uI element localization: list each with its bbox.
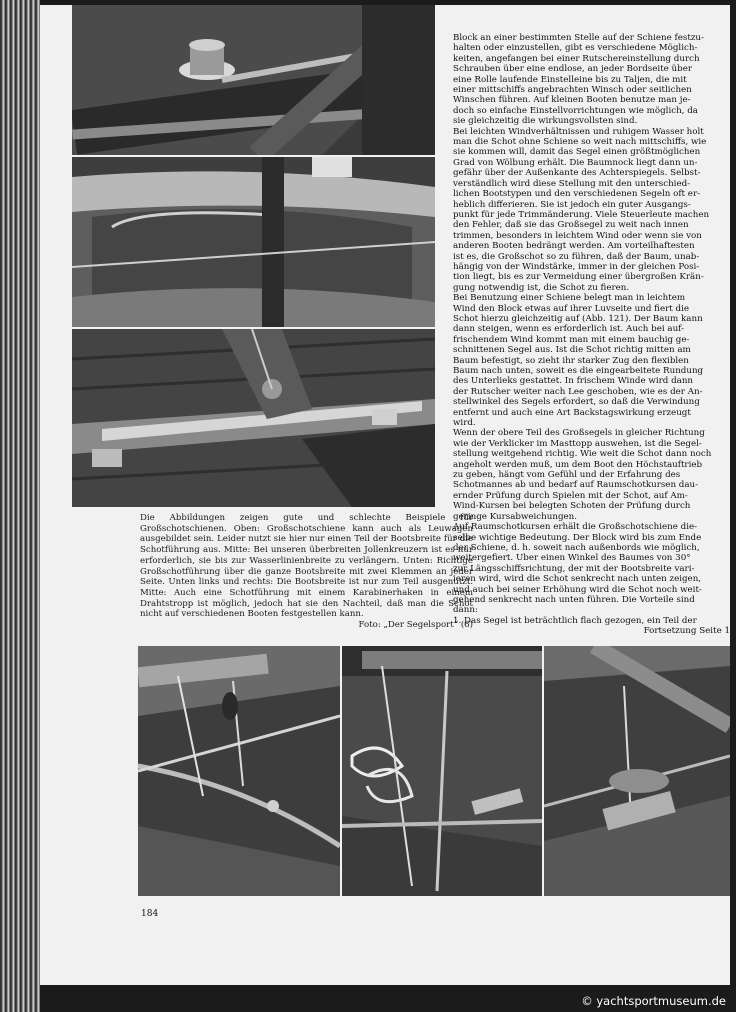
text-line: doch so einfache Einstellvorrichtungen wie möglich, da [453,105,698,116]
text-line: schnittenen Segel aus. Ist die Schot richtig mitten am [453,345,691,356]
text-line: keiten, angefangen bei einer Rutschereinstellung durch [453,53,700,64]
page-number: 184 [141,909,159,919]
text-line: anderen Booten bedrängt werden. Am vorteilhaftesten [453,241,695,252]
text-line: sie kommen will, damit das Segel einen größtmöglichen [453,147,701,158]
photo-bottom-right [544,646,730,896]
photo-bottom-middle [342,646,542,896]
text-line: der Rutscher weiter nach Lee geschoben, wie es der An- [453,386,703,397]
text-line: hängig von der Windstärke, immer in der gleichen Posi- [453,261,700,272]
text-line: und auch bei seiner Erhöhung wird die Schot noch weit- [453,584,702,595]
text-line: verständlich wird diese Stellung mit den unterschied- [453,178,691,189]
text-line: Wind-Kursen bei belegten Schoten der Prüfung durch [453,501,691,512]
text-line: Schot hierzu gleichzeitig auf (Abb. 121). Der Baum kann [453,313,703,324]
text-line: gung notwendig ist, die Schot zu fieren. [453,282,630,293]
text-line: Schrauben über eine endlose, an jeder Bordseite über [453,64,692,75]
text-line: gefähr über der Außenkante des Achterspiegels. Selbst- [453,168,701,179]
book-page [40,5,730,985]
text-line: zu geben, hängt vom Gefühl und der Erfahrung des [453,470,681,481]
text-line: wird. [453,418,476,429]
text-line: dann steigen, wenn es erforderlich ist. Auch bei auf- [453,324,684,335]
photo-credit: Foto: „Der Segelsport“ (6) [358,620,473,631]
text-line: Bei leichten Windverhältnissen und ruhigem Wasser holt [453,126,704,137]
text-line: tion liegt, bis es zur Vermeidung einer übergroßen Krän- [453,272,704,283]
text-line: ist es, die Großschot so zu führen, daß der Baum, unab- [453,251,700,262]
text-line: Wind den Block etwas auf ihrer Luvseite und fiert die [453,303,689,314]
photo-middle-rail-full-width [72,157,435,327]
text-line: Bei Benutzung einer Schiene belegt man in leichtem [453,293,686,304]
watermark: © yachtsportmuseum.de [581,994,726,1008]
text-line: wie der Verklicker im Masttopp auswehen, ist die Segel- [453,438,702,449]
text-line: Block an einer bestimmten Stelle auf der Schiene festzu- [453,33,704,43]
text-line: Wenn der obere Teil des Großsegels in gleicher Richtung [453,428,705,439]
article-text-column [453,33,730,645]
text-line: Baum nach unten, soweit es die eingearbeitete Rundung [453,366,704,376]
text-line: geringe Kursabweichungen. [453,511,578,522]
text-line: einer mittschiffs angebrachten Winsch oder seitlichen [453,85,692,96]
text-line: des Unterlieks gestattet. In frischem Winde wird dann [453,376,694,387]
text-line: Auf Raumschotkursen erhält die Großschotschiene die- [453,522,698,533]
text-line: selbe wichtige Bedeutung. Der Block wird bis zum Ende [453,532,702,543]
text-line: stellwinkel des Segels erfordert, so daß die Verwindung [453,397,700,408]
text-line: ieren wird, wird die Schot senkrecht nach unten zeigen, [453,574,702,585]
text-line: den Fehler, daß sie das Großsegel zu weit nach innen [453,220,689,231]
text-line: gehend senkrecht nach unten führen. Die Vorteile sind [453,594,695,605]
text-line: der Schiene, d. h. soweit nach außenbords wie möglich, [453,542,700,553]
text-line: ernder Prüfung durch Spielen mit der Schot, auf Am- [453,490,688,501]
text-line: weitergefiert. Über einen Winkel des Baumes von 30° [453,553,691,564]
text-line: entfernt und auch eine Art Backstagswirkung erzeugt [453,407,691,418]
text-line: trimmen, besonders in leichtem Wind oder wenn sie von [453,230,702,241]
text-line: Winschen führen. Auf kleinen Booten benutze man je- [453,95,691,106]
text-line: heblich differieren. Sie ist jedoch ein guter Ausgangs- [453,199,691,210]
text-line: halten oder einzustellen, gibt es verschiedene Möglich- [453,43,698,54]
text-line: man die Schot ohne Schiene so weit nach mittschiffs, wie [453,137,707,148]
text-line: sie gleichzeitig die wirkungsvollsten sind. [453,116,638,127]
caption-text: Die Abbildungen zeigen gute und schlechte Beispiele für Großschotschienen. Oben: Großschotschiene kann auch als Leuwagen ausgebildet sein. Leider nutzt sie hier nur einen Teil der Bootsbreite für die Schotführung aus. Mitte: Bei unseren überbreiten Jollenkreuzern ist es nur erforderlich, sie bis zur Wasserlinienbreite zu verlängern. Unten: Richtige Großschotführung über die ganze Bootsbreite mit zwei Klemmen an jeder Seite. Unten links und rechts: Die Bootsbreite ist nur zum Teil ausgenutzt. Mitte: Auch eine Schotführung mit einem Karabinerhaken in einem Drahtstropp ist möglich, jedoch hat sie den Nachteil, daß man die Schot nicht auf verschiedenen Booten festgestellen kann. [140,513,473,620]
text-line: zur Längsschiffsrichtung, der mit der Bootsbreite vari- [453,563,695,574]
text-line: dann: [453,605,478,616]
continuation-note: Fortsetzung Seite 1 [643,626,730,637]
photo-bottom-left [138,646,340,896]
text-line: Schotmannes ab und bedarf auf Raumschotkursen dau- [453,480,699,491]
text-line: eine Rolle laufende Einstelleine bis zu Taljen, die mit [453,74,687,85]
photo-caption [140,513,473,631]
text-line: frischendem Wind kommt man mit einem bauchig ge- [453,334,690,345]
text-line: 1. Das Segel ist beträchtlich flach gezogen, ein Teil der [453,615,697,626]
text-line: Baum befestigt, so zieht ihr starker Zug den flexiblen [453,355,689,366]
text-line: angeholt werden muß, um dem Boot den Höchstauftrieb [453,459,703,470]
text-line: Grad von Wölbung erhält. Die Baumnock liegt dann un- [453,157,698,168]
book-spine [0,0,40,1012]
text-line: stellung weitgehend richtig. Wie weit die Schot dann noch [453,449,712,460]
text-line: lichen Bootstypen und den verschiedenen Segeln oft er- [453,189,701,200]
text-line: punkt für jede Trimmänderung. Viele Steuerleute machen [453,209,710,220]
photo-top-rail-traveller [72,5,435,155]
photo-lower-rail-with-slider [72,329,435,507]
